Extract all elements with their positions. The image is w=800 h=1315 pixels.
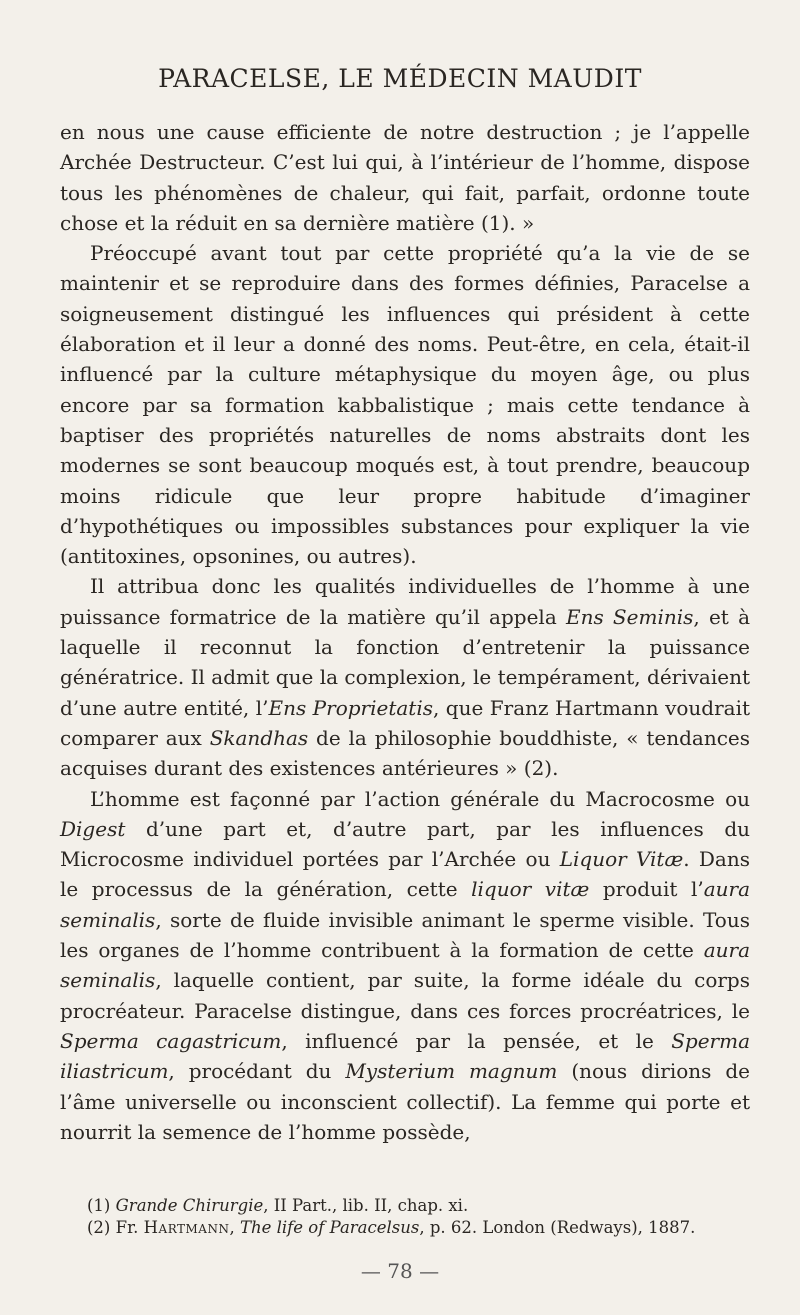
text-run: d’une part et, d’autre part, par les influences du Microcosme individuel portées par l’Archée ou bbox=[60, 816, 750, 872]
text-run: de la philosophie bouddhiste, « tendances acquises durant des existences antérieures » (2). bbox=[60, 725, 750, 781]
latin-term: Digest bbox=[60, 816, 126, 841]
footnote-author: Hartmann bbox=[143, 1218, 230, 1237]
latin-term: Mysterium magnum bbox=[345, 1059, 558, 1084]
latin-term: Ens Proprietatis bbox=[268, 695, 433, 720]
text-run: , procédant du bbox=[168, 1059, 346, 1084]
footnote-text: , II Part., lib. II, chap. xi. bbox=[263, 1196, 469, 1215]
footnote-text: , p. 62. London (Redways), 1887. bbox=[419, 1218, 696, 1237]
text-run: , influencé par la pensée, et le bbox=[281, 1028, 672, 1053]
text-run: , que Franz Hartmann voudrait comparer aux bbox=[60, 695, 751, 750]
text-run: , sorte de fluide invisible animant le sperme visible. Tous les organes de l’homme contribuent à la formation de cette bbox=[60, 907, 750, 963]
latin-term: Ens Seminis bbox=[565, 604, 694, 629]
body-text bbox=[60, 117, 750, 1147]
text-run: produit l’ bbox=[589, 877, 704, 902]
paragraph-3 bbox=[60, 571, 750, 783]
footnote-title: Grande Chirurgie bbox=[115, 1196, 264, 1215]
text-run: Il attribua donc les qualités individuelles de l’homme à une puissance formatrice de la matière qu’il appela bbox=[60, 574, 750, 629]
footnote-separator: , bbox=[229, 1218, 240, 1237]
footnote-1 bbox=[60, 1195, 750, 1217]
text-run: , et à laquelle il reconnut la fonction d’entretenir la puissance génératrice. Il admit que la complexion, le tempérament, dérivaient d’une autre entité, l’ bbox=[60, 604, 750, 720]
footnote-author-initial: Fr. bbox=[115, 1218, 144, 1237]
footnote-title: The life of Paracelsus bbox=[239, 1218, 420, 1237]
latin-term: aura seminalis bbox=[60, 877, 750, 932]
text-run: . Dans le processus de la génération, cette bbox=[60, 847, 750, 902]
latin-term: Liquor Vitæ bbox=[559, 847, 684, 872]
page-number: — 78 — bbox=[360, 1259, 440, 1283]
latin-term: aura seminalis bbox=[60, 938, 750, 993]
footnote-marker: (1) bbox=[87, 1196, 116, 1215]
footnotes bbox=[60, 1195, 750, 1239]
text-run: , laquelle contient, par suite, la forme idéale du corps procréateur. Paracelse distingue, dans ces forces procréatrices, le bbox=[60, 968, 750, 1023]
footnote-marker: (2) bbox=[87, 1218, 116, 1237]
paragraph-2: Préoccupé avant tout par cette propriété qu’a la vie de se maintenir et se reproduire dans des formes définies, Paracelse a soigneusement distingué les influences qui président à cette élaboration et il leur a donné des noms. Peut-être, en cela, était-il influencé par la culture métaphysique du moyen âge, ou plus encore par sa formation kabbalistique ; mais cette tendance à baptiser des propriétés naturelles de noms abstraits dont les modernes se sont beaucoup moqués est, à tout prendre, beaucoup moins ridicule que leur propre habitude d’imaginer d’hypothétiques ou impossibles substances pour expliquer la vie (antitoxines, opsonines, ou autres). bbox=[60, 241, 750, 569]
paragraph-4 bbox=[60, 784, 750, 1148]
sanskrit-term: Skandhas bbox=[209, 725, 309, 750]
latin-term: Sperma cagastricum bbox=[60, 1028, 282, 1053]
text-run: (nous dirions de l’âme universelle ou inconscient collectif). La femme qui porte et nourrit la semence de l’homme possède, bbox=[60, 1059, 751, 1144]
latin-term: liquor vitæ bbox=[471, 877, 590, 902]
footnote-2 bbox=[60, 1217, 750, 1239]
text-run: L’homme est façonné par l’action générale du Macrocosme ou bbox=[90, 786, 750, 811]
latin-term: Sperma iliastricum bbox=[60, 1028, 750, 1084]
paragraph-1: en nous une cause efficiente de notre destruction ; je l’appelle Archée Destructeur. C’est lui qui, à l’intérieur de l’homme, dispose tous les phénomènes de chaleur, qui fait, parfait, ordonne toute chose et la réduit en sa dernière matière (1). » bbox=[60, 120, 750, 235]
running-title: PARACELSE, LE MÉDECIN MAUDIT bbox=[158, 64, 642, 93]
